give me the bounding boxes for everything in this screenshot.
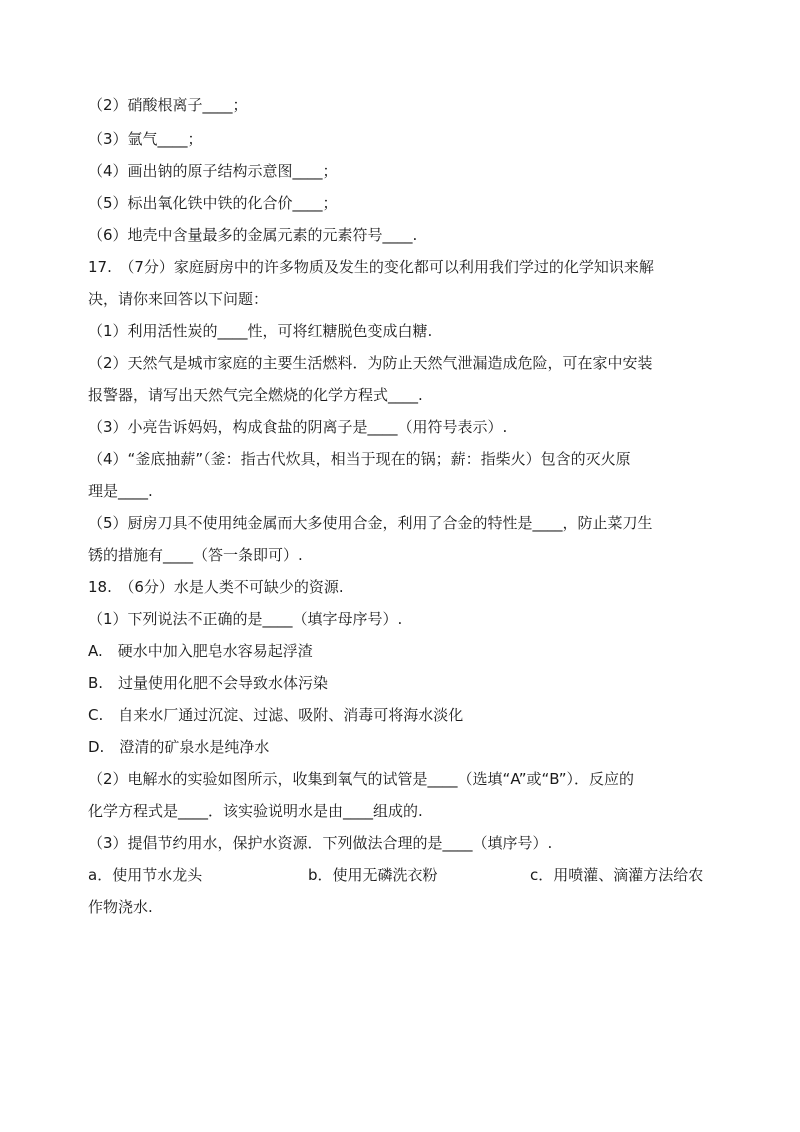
- q17-part2-line2: 报警器，请写出天然气完全燃烧的化学方程式____.: [88, 386, 423, 404]
- q17-part3: （3）小亮告诉妈妈，构成食盐的阴离子是____（用符号表示）.: [88, 418, 508, 436]
- q16-part3: （3）氩气____；: [88, 130, 203, 148]
- q18-option-a: A. 硬水中加入肥皂水容易起浮渣: [88, 642, 313, 660]
- q18-choice-b: b．使用无磷洗衣粉: [308, 866, 438, 884]
- q17-part5-line1: （5）厨房刀具不使用纯金属而大多使用合金，利用了合金的特性是____，防止菜刀生: [88, 514, 653, 532]
- q17-part2-line1: （2）天然气是城市家庭的主要生活燃料．为防止天然气泄漏造成危险，可在家中安装: [88, 354, 653, 372]
- q18-option-c: C. 自来水厂通过沉淀、过滤、吸附、消毒可将海水淡化: [88, 706, 464, 724]
- q18-choice-a: a．使用节水龙头: [88, 866, 203, 884]
- q18-option-d: D. 澄清的矿泉水是纯净水: [88, 738, 270, 756]
- q18-choice-c: c．用喷灌、滴灌方法给农: [530, 866, 704, 884]
- q18-choices-continued: 作物浇水.: [88, 898, 153, 916]
- q17-stem-line1: 17. （7分）家庭厨房中的许多物质及发生的变化都可以利用我们学过的化学知识来解: [88, 258, 654, 276]
- q17-stem-line2: 决，请你来回答以下问题：: [88, 290, 269, 308]
- q16-part2: （2）硝酸根离子____；: [88, 96, 248, 114]
- q16-part6: （6）地壳中含量最多的金属元素的元素符号____.: [88, 226, 418, 244]
- q18-stem: 18. （6分）水是人类不可缺少的资源.: [88, 578, 344, 596]
- q16-part4: （4）画出钠的原子结构示意图____；: [88, 162, 338, 180]
- q17-part4-line1: （4）“釜底抽薪”（釜：指古代炊具，相当于现在的锅；薪：指柴火）包含的灭火原: [88, 450, 631, 468]
- q16-part5: （5）标出氧化铁中铁的化合价____；: [88, 194, 338, 212]
- q18-part1: （1）下列说法不正确的是____（填字母序号）.: [88, 610, 403, 628]
- q18-option-b: B. 过量使用化肥不会导致水体污染: [88, 674, 329, 692]
- q17-part4-line2: 理是____.: [88, 482, 153, 500]
- q18-choices-row: [88, 862, 712, 888]
- q17-part5-line2: 锈的措施有____（答一条即可）.: [88, 546, 303, 564]
- q18-part2-line2: 化学方程式是____．该实验说明水是由____组成的.: [88, 802, 423, 820]
- q18-part2-line1: （2）电解水的实验如图所示，收集到氧气的试管是____（选填“A”或“B”）．反应的: [88, 770, 635, 788]
- q17-part1: （1）利用活性炭的____性，可将红糖脱色变成白糖.: [88, 322, 433, 340]
- q18-part3: （3）提倡节约用水，保护水资源．下列做法合理的是____（填序号）.: [88, 834, 553, 852]
